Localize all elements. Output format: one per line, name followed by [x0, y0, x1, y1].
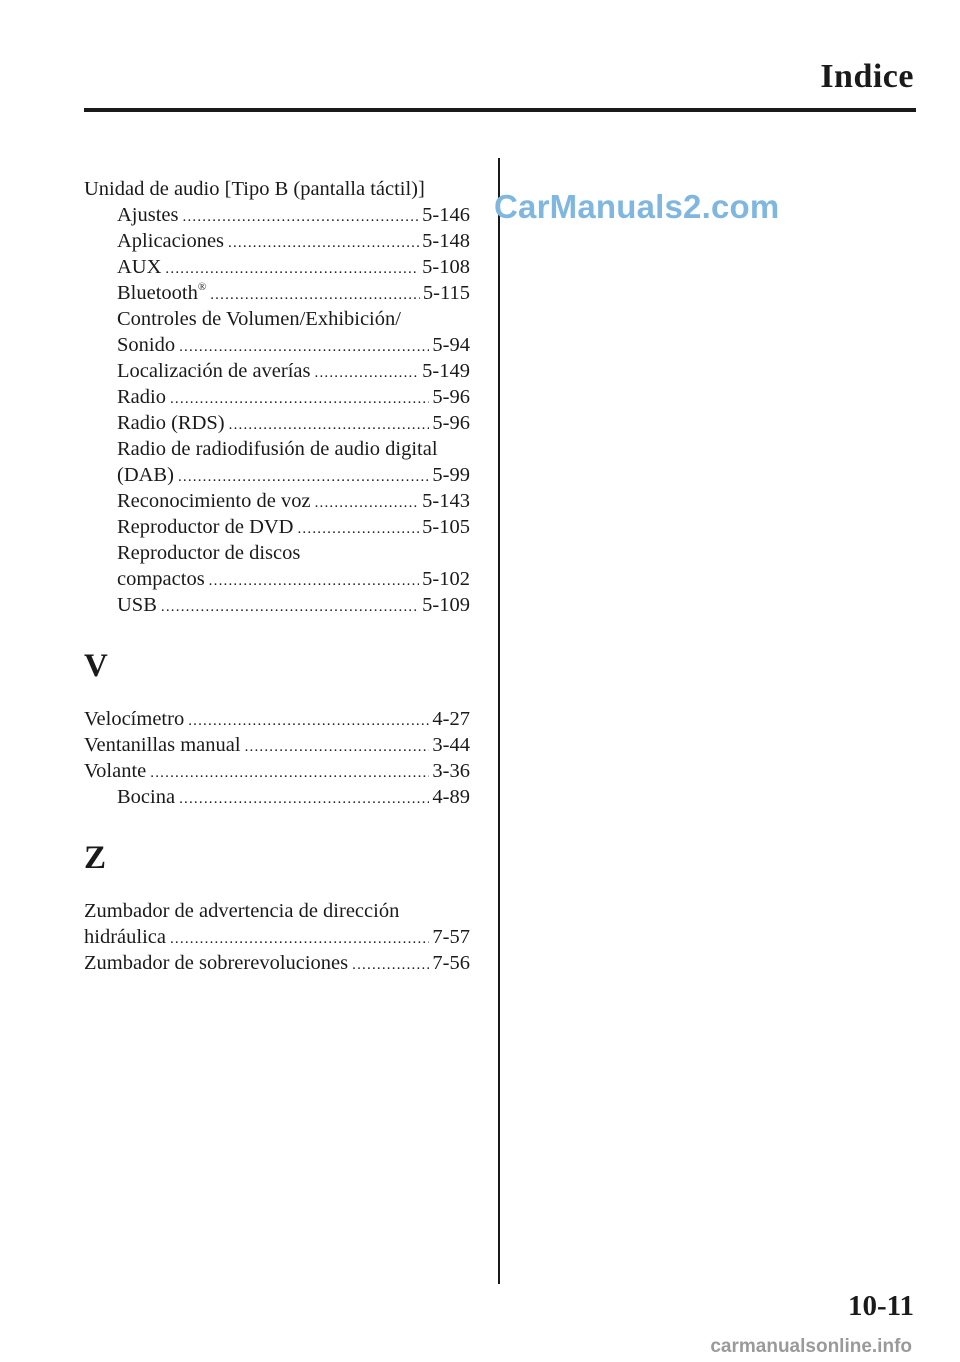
index-entry-zumbador-sobrerevoluciones	[84, 950, 470, 976]
registered-mark: ®	[197, 281, 207, 293]
entry-page: 4-89	[432, 786, 470, 808]
page-number: 10-11	[847, 1290, 914, 1322]
source-site-watermark: carmanualsonline.info	[710, 1336, 912, 1357]
index-entry-bocina	[84, 784, 470, 810]
index-entry-dvd	[84, 514, 470, 540]
index-entry-dab-line1: Radio de radiodifusión de audio digital	[117, 438, 438, 460]
entry-page: 5-115	[422, 282, 470, 304]
entry-text: Localización de averías	[117, 360, 311, 382]
index-heading-unidad-audio: Unidad de audio [Tipo B (pantalla táctil)]	[84, 178, 425, 200]
entry-page: 5-105	[422, 516, 470, 538]
index-entry-ventanillas	[84, 732, 470, 758]
entry-text: Radio (RDS)	[117, 412, 225, 434]
index-entry-zumbador-direccion-line2	[84, 924, 470, 950]
entry-text: Aplicaciones	[117, 230, 225, 252]
entry-page: 5-102	[422, 568, 470, 590]
entry-page: 5-96	[432, 386, 470, 408]
entry-text: Reconocimiento de voz	[117, 490, 311, 512]
header-rule	[84, 108, 916, 112]
index-entry-aplicaciones	[84, 228, 470, 254]
entry-text: Zumbador de sobrerevoluciones	[84, 952, 349, 974]
index-entry-localizacion	[84, 358, 470, 384]
index-entry-volante	[84, 758, 470, 784]
section-letter-z: Z	[84, 840, 107, 876]
index-entry-radio	[84, 384, 470, 410]
index-entry-usb	[84, 592, 470, 618]
index-entry-radio-rds	[84, 410, 470, 436]
entry-page: 5-94	[432, 334, 470, 356]
entry-text: USB	[117, 594, 157, 616]
entry-text: hidráulica	[84, 926, 166, 948]
entry-text: Bocina	[117, 786, 176, 808]
index-entry-dab-line2	[84, 462, 470, 488]
entry-text: Radio	[117, 386, 166, 408]
entry-page: 3-36	[432, 760, 470, 782]
entry-text: AUX	[117, 256, 162, 278]
index-column	[84, 176, 470, 976]
index-entry-aux	[84, 254, 470, 280]
entry-text: (DAB)	[117, 464, 174, 486]
column-divider	[498, 158, 500, 1284]
entry-page: 5-148	[422, 230, 470, 252]
entry-text-main: Bluetooth	[117, 282, 198, 304]
index-entry-discos-line2	[84, 566, 470, 592]
entry-page: 7-57	[432, 926, 470, 948]
index-entry-reconocimiento	[84, 488, 470, 514]
entry-text: compactos	[117, 568, 205, 590]
index-entry-discos-line1: Reproductor de discos	[117, 542, 301, 564]
entry-page: 5-108	[422, 256, 470, 278]
index-entry-controles-line1: Controles de Volumen/Exhibición/	[117, 308, 401, 330]
entry-text: Sonido	[117, 334, 176, 356]
watermark: CarManuals2.com	[494, 188, 780, 225]
index-entry-controles-line2	[84, 332, 470, 358]
entry-text: Ajustes	[117, 204, 179, 226]
index-entry-ajustes	[84, 202, 470, 228]
entry-page: 5-146	[422, 204, 470, 226]
entry-page: 5-143	[422, 490, 470, 512]
entry-page: 5-96	[432, 412, 470, 434]
index-entry-zumbador-direccion-line1: Zumbador de advertencia de dirección	[84, 900, 400, 922]
entry-text: Ventanillas manual	[84, 734, 241, 756]
entry-page: 3-44	[432, 734, 470, 756]
entry-text	[117, 280, 206, 306]
index-entry-bluetooth	[84, 280, 470, 306]
index-entry-velocimetro	[84, 706, 470, 732]
entry-page: 7-56	[432, 952, 470, 974]
entry-text: Volante	[84, 760, 147, 782]
entry-page: 5-109	[422, 594, 470, 616]
section-letter-v: V	[84, 648, 108, 684]
entry-page: 5-149	[422, 360, 470, 382]
page-title: Indice	[820, 58, 914, 95]
entry-text: Velocímetro	[84, 708, 185, 730]
entry-page: 5-99	[432, 464, 470, 486]
entry-page: 4-27	[432, 708, 470, 730]
entry-text: Reproductor de DVD	[117, 516, 294, 538]
